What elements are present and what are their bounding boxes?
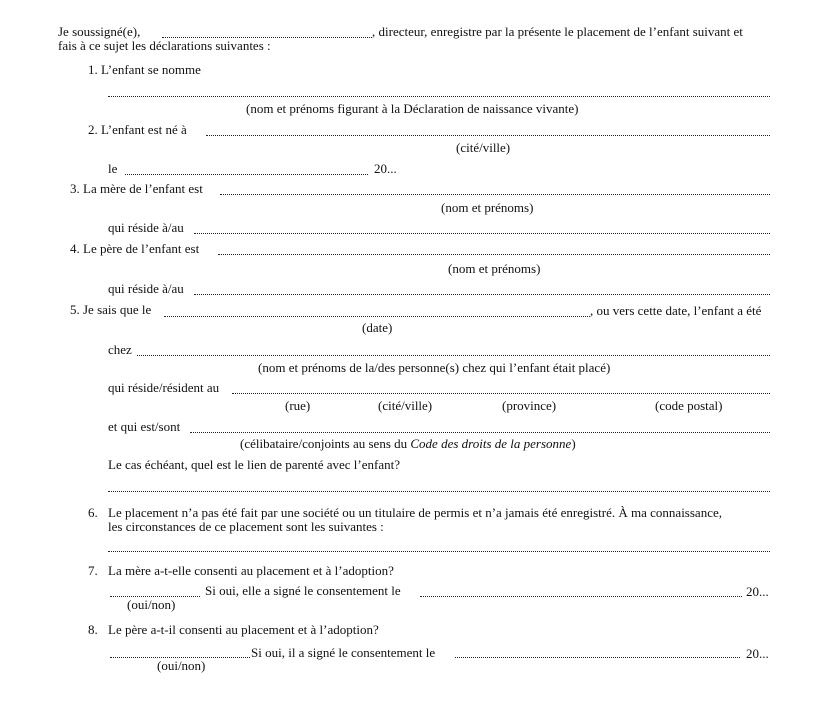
item7-year-suffix: 20... [746, 584, 769, 599]
item8-answer-text: Si oui, il a signé le consentement le [251, 645, 436, 660]
item4-caption: (nom et prénoms) [448, 261, 541, 276]
address-caption-postal: (code postal) [655, 398, 723, 413]
father-name-field[interactable] [218, 254, 770, 255]
item1-caption: (nom et prénoms figurant à la Déclaration de naissance vivante) [246, 101, 579, 116]
address-caption-province: (province) [502, 398, 557, 413]
father-consent-date-field[interactable] [455, 657, 740, 658]
item5-reside-label: qui réside/résident au [108, 380, 220, 395]
item5-chez-caption: (nom et prénoms de la/des personne(s) chez qui l’enfant était placé) [258, 360, 611, 375]
parente-field[interactable] [108, 491, 770, 492]
item4-label: 4. Le père de l’enfant est [70, 241, 200, 256]
item2-label: 2. L’enfant est né à [88, 122, 187, 137]
item5-status-label: et qui est/sont [108, 419, 181, 434]
item5-parente-question: Le cas échéant, quel est le lien de parenté avec l’enfant? [108, 457, 400, 472]
item3-label: 3. La mère de l’enfant est [70, 181, 203, 196]
intro-line2: fais à ce sujet les déclarations suivantes : [58, 38, 271, 53]
item8-year-suffix: 20... [746, 646, 769, 661]
birthdate-field[interactable] [125, 174, 368, 175]
item2-year-suffix: 20... [374, 161, 397, 176]
item8-number: 8. [88, 622, 98, 637]
placement-date-field[interactable] [164, 316, 590, 317]
caregiver-name-field[interactable] [137, 355, 770, 356]
item7-question: La mère a-t-elle consenti au placement et à l’adoption? [108, 563, 394, 578]
item2-le-label: le [108, 161, 118, 176]
intro-suffix: , directeur, enregistre par la présente le placement de l’enfant suivant et [372, 24, 743, 39]
caregiver-status-field[interactable] [190, 432, 770, 433]
item5-suffix: , ou vers cette date, l’enfant a été [590, 303, 762, 318]
item8-question: Le père a-t-il consenti au placement et à l’adoption? [108, 622, 379, 637]
item1-label: 1. L’enfant se nomme [88, 62, 201, 77]
item6-line1: Le placement n’a pas été fait par une société ou un titulaire de permis et n’a jamais été enregistré. À ma connaissance, [108, 505, 722, 520]
item7-ouinon-caption: (oui/non) [127, 597, 176, 612]
mother-name-field[interactable] [220, 194, 770, 195]
circumstances-field[interactable] [108, 551, 770, 552]
item5-date-caption: (date) [362, 320, 393, 335]
item7-answer-text: Si oui, elle a signé le consentement le [205, 583, 401, 598]
address-caption-street: (rue) [285, 398, 311, 413]
item4-reside-label: qui réside à/au [108, 281, 184, 296]
intro-prefix: Je soussigné(e), [58, 24, 141, 39]
caregiver-address-field[interactable] [232, 393, 770, 394]
mother-address-field[interactable] [194, 233, 770, 234]
item3-caption: (nom et prénoms) [441, 200, 534, 215]
item7-number: 7. [88, 563, 98, 578]
child-name-field[interactable] [108, 96, 770, 97]
item5-status-caption: (célibataire/conjoints au sens du Code des droits de la personne) [240, 436, 576, 451]
item2-caption: (cité/ville) [456, 140, 511, 155]
address-caption-city: (cité/ville) [378, 398, 433, 413]
item5-label: 5. Je sais que le [70, 302, 152, 317]
item8-ouinon-caption: (oui/non) [157, 658, 206, 673]
item3-reside-label: qui réside à/au [108, 220, 184, 235]
item5-chez-label: chez [108, 342, 132, 357]
mother-consent-date-field[interactable] [420, 596, 742, 597]
birthplace-field[interactable] [206, 135, 770, 136]
father-address-field[interactable] [194, 294, 770, 295]
item6-number: 6. [88, 505, 98, 520]
item6-line2: les circonstances de ce placement sont les suivantes : [108, 519, 384, 534]
